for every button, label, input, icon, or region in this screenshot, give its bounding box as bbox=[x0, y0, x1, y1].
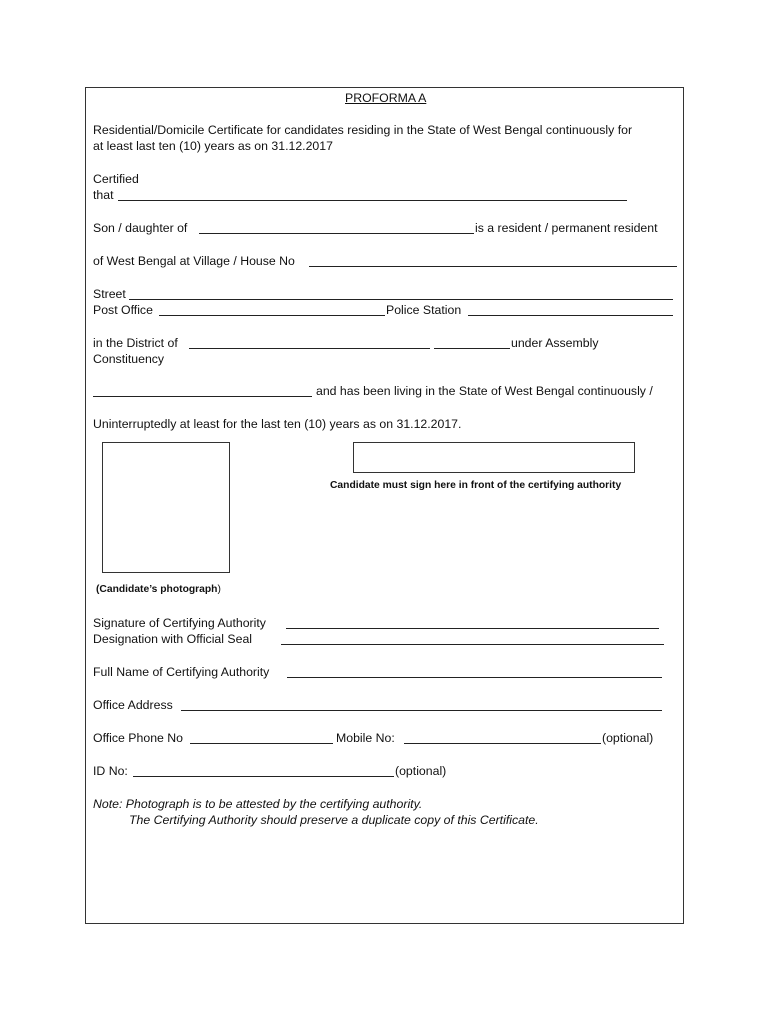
mobile-blank[interactable] bbox=[404, 743, 601, 744]
uninterrupted-text: Uninterruptedly at least for the last ten (10) years as on 31.12.2017. bbox=[93, 417, 462, 431]
id-no-blank[interactable] bbox=[133, 776, 394, 777]
living-text: and has been living in the State of West Bengal continuously / bbox=[316, 384, 653, 398]
street-blank[interactable] bbox=[129, 299, 673, 300]
district-blank[interactable] bbox=[189, 348, 430, 349]
heading-line-2: at least last ten (10) years as on 31.12.2017 bbox=[93, 139, 333, 153]
photograph-box[interactable] bbox=[102, 442, 230, 573]
form-title: PROFORMA A bbox=[345, 91, 427, 105]
signature-authority-label: Signature of Certifying Authority bbox=[93, 616, 266, 630]
mobile-optional: (optional) bbox=[602, 731, 654, 745]
post-office-blank[interactable] bbox=[159, 315, 385, 316]
signature-authority-blank[interactable] bbox=[286, 628, 659, 629]
son-daughter-label: Son / daughter of bbox=[93, 221, 188, 235]
that-blank[interactable] bbox=[118, 200, 627, 201]
photo-caption-text: (Candidate’s photograph bbox=[96, 584, 218, 595]
post-office-label: Post Office bbox=[93, 303, 153, 317]
office-address-blank[interactable] bbox=[181, 710, 662, 711]
certified-label: Certified bbox=[93, 172, 139, 186]
constituency-label: Constituency bbox=[93, 352, 165, 366]
constituency-blank[interactable] bbox=[93, 396, 312, 397]
photo-caption bbox=[96, 582, 221, 598]
designation-seal-blank[interactable] bbox=[281, 644, 664, 645]
village-house-label: of West Bengal at Village / House No bbox=[93, 254, 295, 268]
sign-caption: Candidate must sign here in front of the certifying authority bbox=[330, 480, 622, 491]
office-phone-label: Office Phone No bbox=[93, 731, 184, 745]
police-station-blank[interactable] bbox=[468, 315, 673, 316]
office-phone-blank[interactable] bbox=[190, 743, 333, 744]
street-label: Street bbox=[93, 287, 126, 301]
full-name-authority-label: Full Name of Certifying Authority bbox=[93, 665, 270, 679]
that-label: that bbox=[93, 188, 114, 202]
designation-seal-label: Designation with Official Seal bbox=[93, 632, 253, 646]
village-house-blank[interactable] bbox=[309, 266, 677, 267]
id-optional: (optional) bbox=[395, 764, 447, 778]
full-name-authority-blank[interactable] bbox=[287, 677, 662, 678]
candidate-signature-box[interactable] bbox=[353, 442, 635, 473]
resident-text: is a resident / permanent resident bbox=[475, 221, 658, 235]
office-address-label: Office Address bbox=[93, 698, 173, 712]
district-label: in the District of bbox=[93, 336, 178, 350]
note-line-1: Note: Photograph is to be attested by the certifying authority. bbox=[93, 797, 423, 811]
under-assembly-label: under Assembly bbox=[511, 336, 599, 350]
heading-line-1: Residential/Domicile Certificate for candidates residing in the State of West Bengal continuously for bbox=[93, 123, 633, 137]
photo-caption-paren: ) bbox=[217, 584, 221, 595]
police-station-label: Police Station bbox=[386, 303, 462, 317]
id-no-label: ID No: bbox=[93, 764, 128, 778]
note-line-2: The Certifying Authority should preserve a duplicate copy of this Certificate. bbox=[129, 813, 539, 827]
assembly-blank[interactable] bbox=[434, 348, 510, 349]
parent-name-blank[interactable] bbox=[199, 233, 474, 234]
mobile-label: Mobile No: bbox=[336, 731, 395, 745]
